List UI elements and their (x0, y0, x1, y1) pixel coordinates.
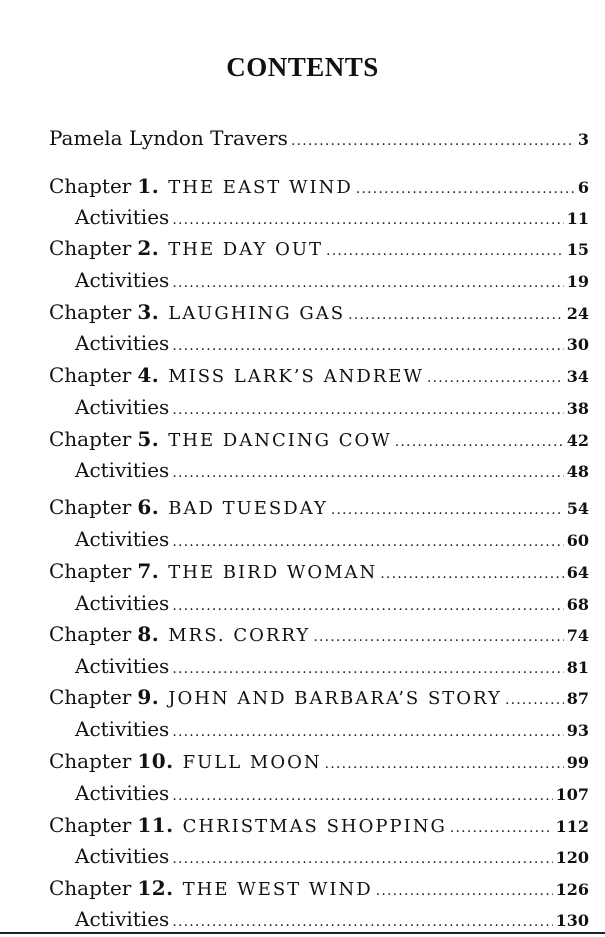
toc-entry-intro[interactable] (0, 123, 605, 153)
toc-entry-label: Pamela Lyndon Travers (49, 126, 288, 150)
dot-leader (325, 749, 564, 779)
toc-entry-chapter-2[interactable] (0, 233, 605, 263)
chapter-label: Chapter (49, 236, 132, 260)
toc-entry-activities-8[interactable] (0, 651, 605, 681)
activities-label: Activities (75, 781, 170, 805)
page-number: 74 (566, 626, 589, 645)
activities-label: Activities (75, 654, 170, 678)
page-number: 6 (577, 178, 589, 197)
toc-entry-chapter-9[interactable] (0, 682, 605, 712)
page-number: 126 (555, 880, 589, 899)
page-number: 68 (566, 595, 589, 614)
page-number: 34 (566, 367, 589, 386)
chapter-label: Chapter (49, 363, 132, 387)
chapter-number: 12. (137, 876, 174, 900)
page-number: 81 (566, 658, 589, 677)
chapter-label: Chapter (49, 495, 132, 519)
page-number: 99 (566, 753, 589, 772)
chapter-number: 7. (137, 559, 160, 583)
toc-entry-chapter-6[interactable] (0, 492, 605, 522)
chapter-title: FULL MOON (182, 752, 322, 773)
dot-leader (376, 876, 553, 906)
dot-leader (172, 395, 563, 425)
chapter-number: 8. (137, 622, 160, 646)
page-number: 15 (566, 240, 589, 259)
dot-leader (172, 844, 552, 874)
toc-entry-activities-7[interactable] (0, 588, 605, 618)
toc-entry-activities-11[interactable] (0, 841, 605, 871)
toc-entry-chapter-5[interactable] (0, 424, 605, 454)
chapter-title: THE BIRD WOMAN (168, 562, 378, 583)
dot-leader (172, 268, 563, 298)
chapter-title: JOHN AND BARBARA’S STORY (168, 688, 502, 709)
dot-leader (450, 813, 553, 843)
toc-entry-activities-9[interactable] (0, 714, 605, 744)
toc-entry-activities-2[interactable] (0, 265, 605, 295)
toc-entry-chapter-4[interactable] (0, 360, 605, 390)
toc-entry-activities-10[interactable] (0, 778, 605, 808)
activities-label: Activities (75, 527, 170, 551)
toc-entry-activities-1[interactable] (0, 202, 605, 232)
chapter-number: 6. (137, 495, 160, 519)
chapter-label: Chapter (49, 300, 132, 324)
page-number: 19 (566, 272, 589, 291)
chapter-title: LAUGHING GAS (168, 303, 346, 324)
chapter-number: 9. (137, 685, 160, 709)
chapter-number: 11. (137, 813, 174, 837)
toc-entry-chapter-11[interactable] (0, 810, 605, 840)
chapter-label: Chapter (49, 813, 132, 837)
toc-entry-chapter-3[interactable] (0, 297, 605, 327)
page-number: 3 (577, 130, 589, 149)
toc-entry-chapter-12[interactable] (0, 873, 605, 903)
dot-leader (172, 781, 552, 811)
dot-leader (331, 495, 564, 525)
chapter-title: MRS. CORRY (168, 625, 311, 646)
chapter-label: Chapter (49, 622, 132, 646)
page-number: 24 (566, 304, 589, 323)
page-number: 42 (566, 431, 589, 450)
dot-leader (172, 654, 563, 684)
toc-entry-activities-3[interactable] (0, 328, 605, 358)
dot-leader (313, 622, 563, 652)
chapter-title: THE WEST WIND (182, 879, 373, 900)
page-number: 107 (555, 785, 589, 804)
page-number: 130 (555, 911, 589, 930)
chapter-number: 4. (137, 363, 160, 387)
chapter-number: 10. (137, 749, 174, 773)
page-number: 64 (566, 563, 589, 582)
dot-leader (427, 363, 564, 393)
page-number: 60 (566, 531, 589, 550)
dot-leader (172, 458, 563, 488)
chapter-title: CHRISTMAS SHOPPING (182, 816, 447, 837)
bottom-rule (0, 932, 605, 934)
chapter-number: 1. (137, 174, 160, 198)
dot-leader (380, 559, 563, 589)
dot-leader (291, 126, 575, 156)
toc-entry-activities-5[interactable] (0, 455, 605, 485)
toc-entry-activities-4[interactable] (0, 392, 605, 422)
chapter-label: Chapter (49, 427, 132, 451)
dot-leader (348, 300, 564, 330)
page-number: 11 (566, 209, 589, 228)
chapter-title: THE DAY OUT (168, 239, 324, 260)
page-number: 30 (566, 335, 589, 354)
dot-leader (356, 174, 575, 204)
page-title: CONTENTS (226, 52, 379, 82)
chapter-number: 3. (137, 300, 160, 324)
dot-leader (172, 331, 563, 361)
chapter-label: Chapter (49, 876, 132, 900)
toc-entry-chapter-1[interactable] (0, 171, 605, 201)
dot-leader (172, 205, 563, 235)
page-number: 120 (555, 848, 589, 867)
toc-entry-chapter-8[interactable] (0, 619, 605, 649)
activities-label: Activities (75, 907, 170, 931)
activities-label: Activities (75, 458, 170, 482)
activities-label: Activities (75, 395, 170, 419)
chapter-label: Chapter (49, 685, 132, 709)
chapter-title: THE EAST WIND (168, 177, 353, 198)
page-number: 87 (566, 689, 589, 708)
chapter-number: 5. (137, 427, 160, 451)
page-number: 54 (566, 499, 589, 518)
chapter-title: BAD TUESDAY (168, 498, 328, 519)
dot-leader (172, 527, 563, 557)
chapter-title: MISS LARK’S ANDREW (168, 366, 424, 387)
dot-leader (172, 591, 563, 621)
chapter-label: Chapter (49, 749, 132, 773)
dot-leader (395, 427, 564, 457)
activities-label: Activities (75, 331, 170, 355)
page-number: 38 (566, 399, 589, 418)
dot-leader (505, 685, 564, 715)
activities-label: Activities (75, 591, 170, 615)
chapter-title: THE DANCING COW (168, 430, 392, 451)
chapter-number: 2. (137, 236, 160, 260)
page-number: 112 (555, 817, 589, 836)
page-number: 93 (566, 721, 589, 740)
toc-entry-activities-6[interactable] (0, 524, 605, 554)
chapter-label: Chapter (49, 174, 132, 198)
page-number: 48 (566, 462, 589, 481)
chapter-label: Chapter (49, 559, 132, 583)
activities-label: Activities (75, 717, 170, 741)
dot-leader (172, 717, 563, 747)
dot-leader (326, 236, 564, 266)
activities-label: Activities (75, 268, 170, 292)
toc-entry-chapter-7[interactable] (0, 556, 605, 586)
toc-entry-chapter-10[interactable] (0, 746, 605, 776)
toc-entry-activities-12[interactable] (0, 904, 605, 934)
activities-label: Activities (75, 844, 170, 868)
activities-label: Activities (75, 205, 170, 229)
